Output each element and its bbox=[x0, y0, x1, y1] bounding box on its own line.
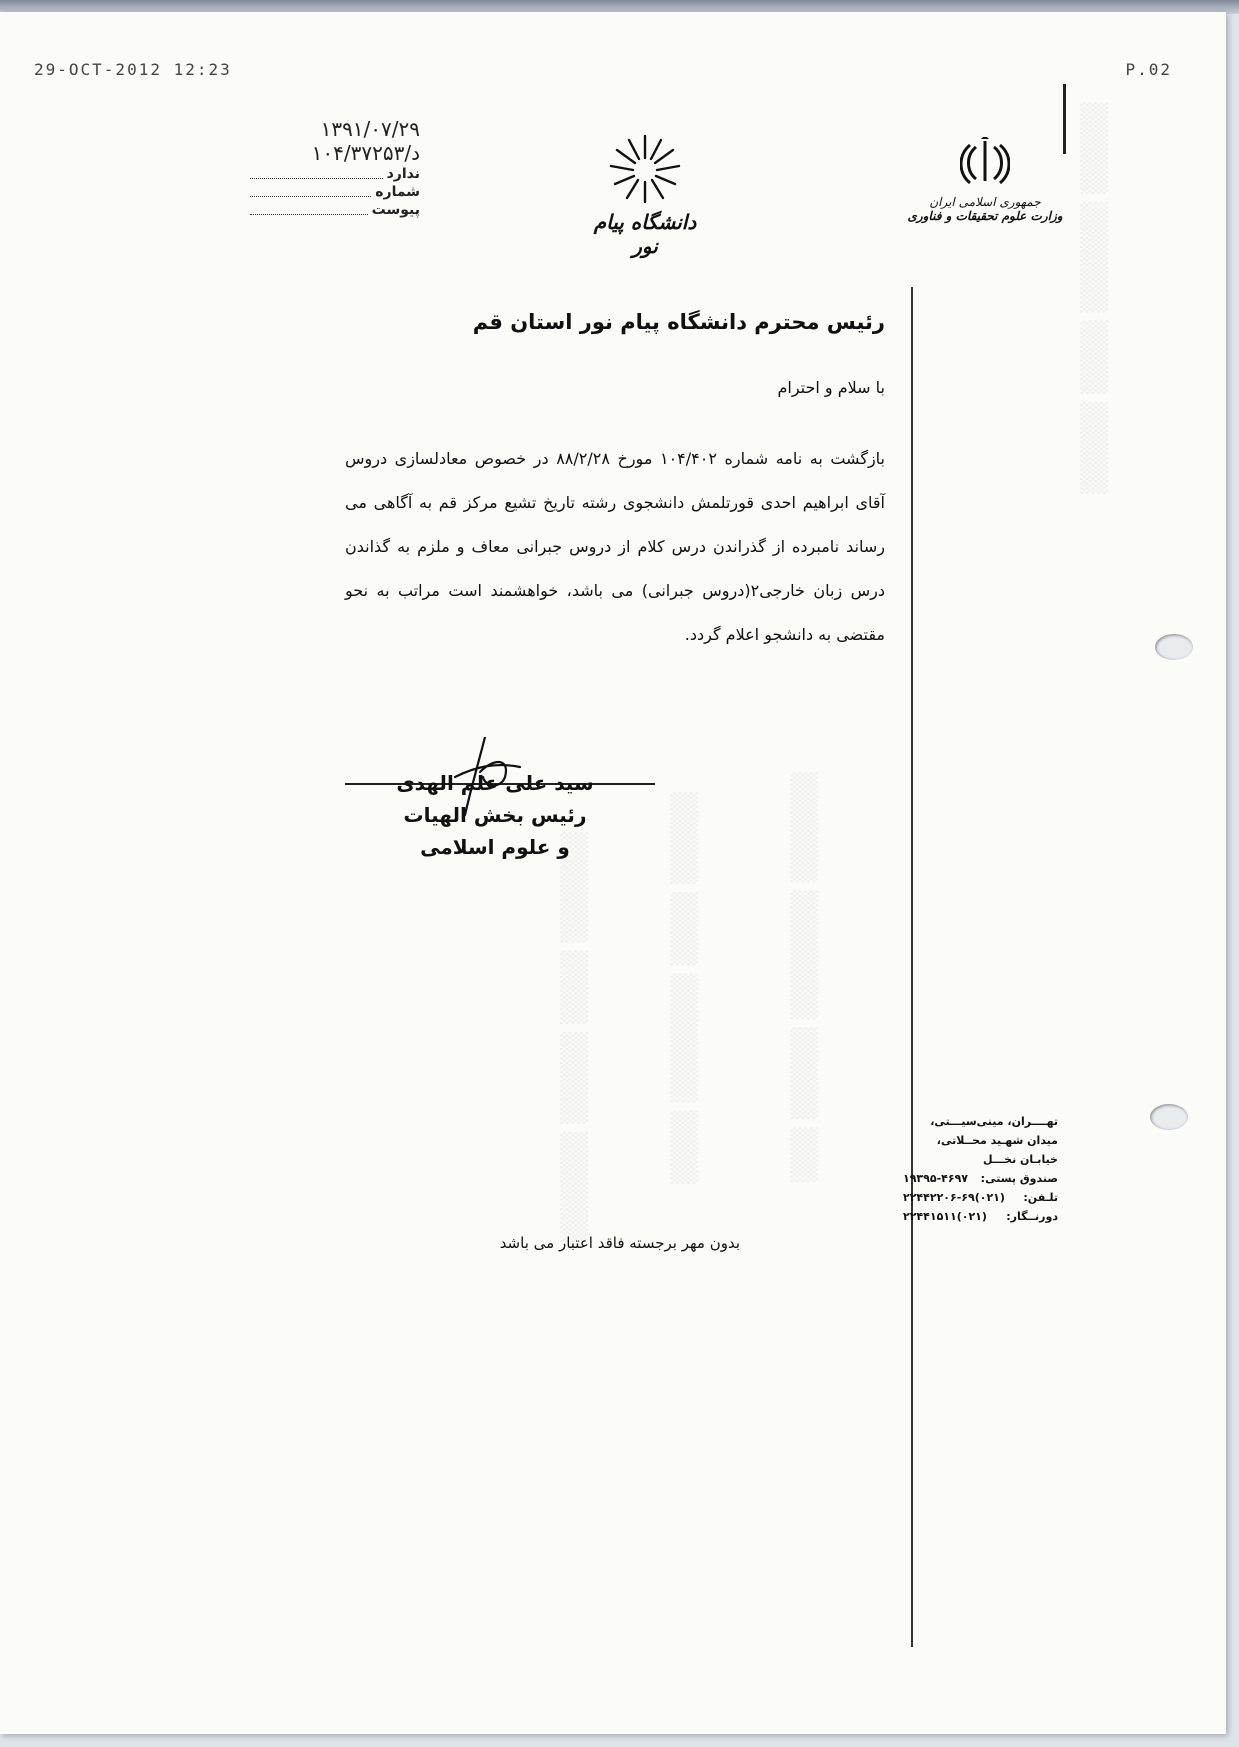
field-label: ندارد bbox=[386, 166, 420, 182]
punch-hole bbox=[1150, 1104, 1188, 1130]
reference-field bbox=[250, 183, 420, 201]
ministry-address bbox=[903, 1112, 1058, 1226]
signatory-name: سید علی علم الهدی bbox=[396, 771, 594, 795]
fax-row bbox=[903, 1207, 1058, 1226]
letter-date: ۱۳۹۱/۰۷/۲۹ bbox=[320, 117, 420, 141]
ministry-line-2: وزارت علوم تحقیقات و فناوری bbox=[907, 209, 1063, 223]
letter-number: د/۱۰۴/۳۷۲۵۳ bbox=[311, 141, 420, 165]
ministry-emblem-block bbox=[905, 137, 1065, 223]
po-box-value: ۱۹۳۹۵-۴۶۹۷ bbox=[903, 1172, 968, 1185]
signatory-title: رئیس بخش الهیات bbox=[403, 803, 587, 827]
iran-emblem-icon bbox=[960, 137, 1010, 189]
fax-label: دورنــگار: bbox=[1006, 1210, 1058, 1223]
signature-block bbox=[345, 767, 645, 863]
letter-body: بازگشت به نامه شماره ۱۰۴/۴۰۲ مورخ ۸۸/۲/۲۸ در خصوص معادلسازی دروس آقای ابراهیم احدی قورتلمش دانشجوی رشته تاریخ تشیع مرکز قم به آگاهی می رساند نامبرده از گذراندن درس کلام از دروس جبرانی معاف و ملزم به گذاندن درس زبان خارجی۲(دروس جبرانی) می باشد، خواهشمند است مراتب به نحو مقتضی به دانشجو اعلام گردد. bbox=[345, 449, 886, 644]
margin-mark bbox=[1063, 84, 1066, 154]
greeting: با سلام و احترام bbox=[777, 378, 885, 397]
university-name: دانشگاه پیام نور bbox=[593, 210, 697, 258]
university-logo bbox=[590, 130, 700, 258]
reference-field bbox=[250, 201, 420, 219]
po-box-row bbox=[903, 1169, 1058, 1188]
signatory-department: و علوم اسلامی bbox=[420, 835, 570, 859]
bleed-through-text: ▒▒▒▒▒▒ ▒▒▒▒▒▒▒ ▒▒▒▒▒ ▒▒▒ bbox=[790, 772, 818, 1183]
address-line: تهــــران، مینی‌سیـــتی، bbox=[930, 1115, 1058, 1128]
phone-value: (۰۲۱)۲۲۴۴۲۲۰۶-۶۹ bbox=[903, 1191, 1005, 1204]
margin-divider bbox=[911, 287, 913, 1647]
address-line: میدان شهـید محــلاتی، bbox=[936, 1134, 1058, 1147]
stamp-validity-note: بدون مهر برجسته فاقد اعتبار می باشد bbox=[499, 1234, 740, 1252]
bleed-through-text: ▒▒▒▒▒ ▒▒▒▒ ▒▒▒▒▒▒▒ ▒▒▒▒ bbox=[670, 792, 698, 1185]
document-page bbox=[0, 12, 1226, 1734]
field-label: پیوست bbox=[371, 202, 420, 218]
phone-label: تلـفن: bbox=[1023, 1191, 1058, 1204]
reference-field bbox=[250, 165, 420, 183]
recipient-line: رئیس محترم دانشگاه پیام نور استان قم bbox=[472, 310, 885, 334]
fax-datetime: 29-OCT-2012 12:23 bbox=[34, 60, 232, 79]
fax-value: (۰۲۱)۲۲۴۴۱۵۱۱ bbox=[903, 1210, 987, 1223]
address-line: خیابـان نخـــل bbox=[983, 1153, 1058, 1166]
fax-page-number: P.02 bbox=[1125, 60, 1172, 79]
bleed-through-text: ▒▒▒▒▒▒ ▒▒▒▒ ▒▒▒▒▒ ▒▒▒▒▒▒ bbox=[560, 832, 588, 1243]
bleed-through-text: ▒▒▒▒▒ ▒▒▒▒▒▒ ▒▒▒▒ ▒▒▒▒▒ bbox=[1080, 102, 1108, 495]
reference-block bbox=[250, 117, 420, 219]
punch-hole bbox=[1155, 634, 1193, 660]
po-box-label: صندوق پستی: bbox=[980, 1172, 1058, 1185]
field-label: شماره bbox=[375, 184, 420, 200]
fax-header bbox=[34, 60, 1172, 79]
phone-row bbox=[903, 1188, 1058, 1207]
sunburst-emblem-icon bbox=[605, 130, 685, 210]
ministry-line-1: جمهوری اسلامی ایران bbox=[929, 195, 1041, 209]
